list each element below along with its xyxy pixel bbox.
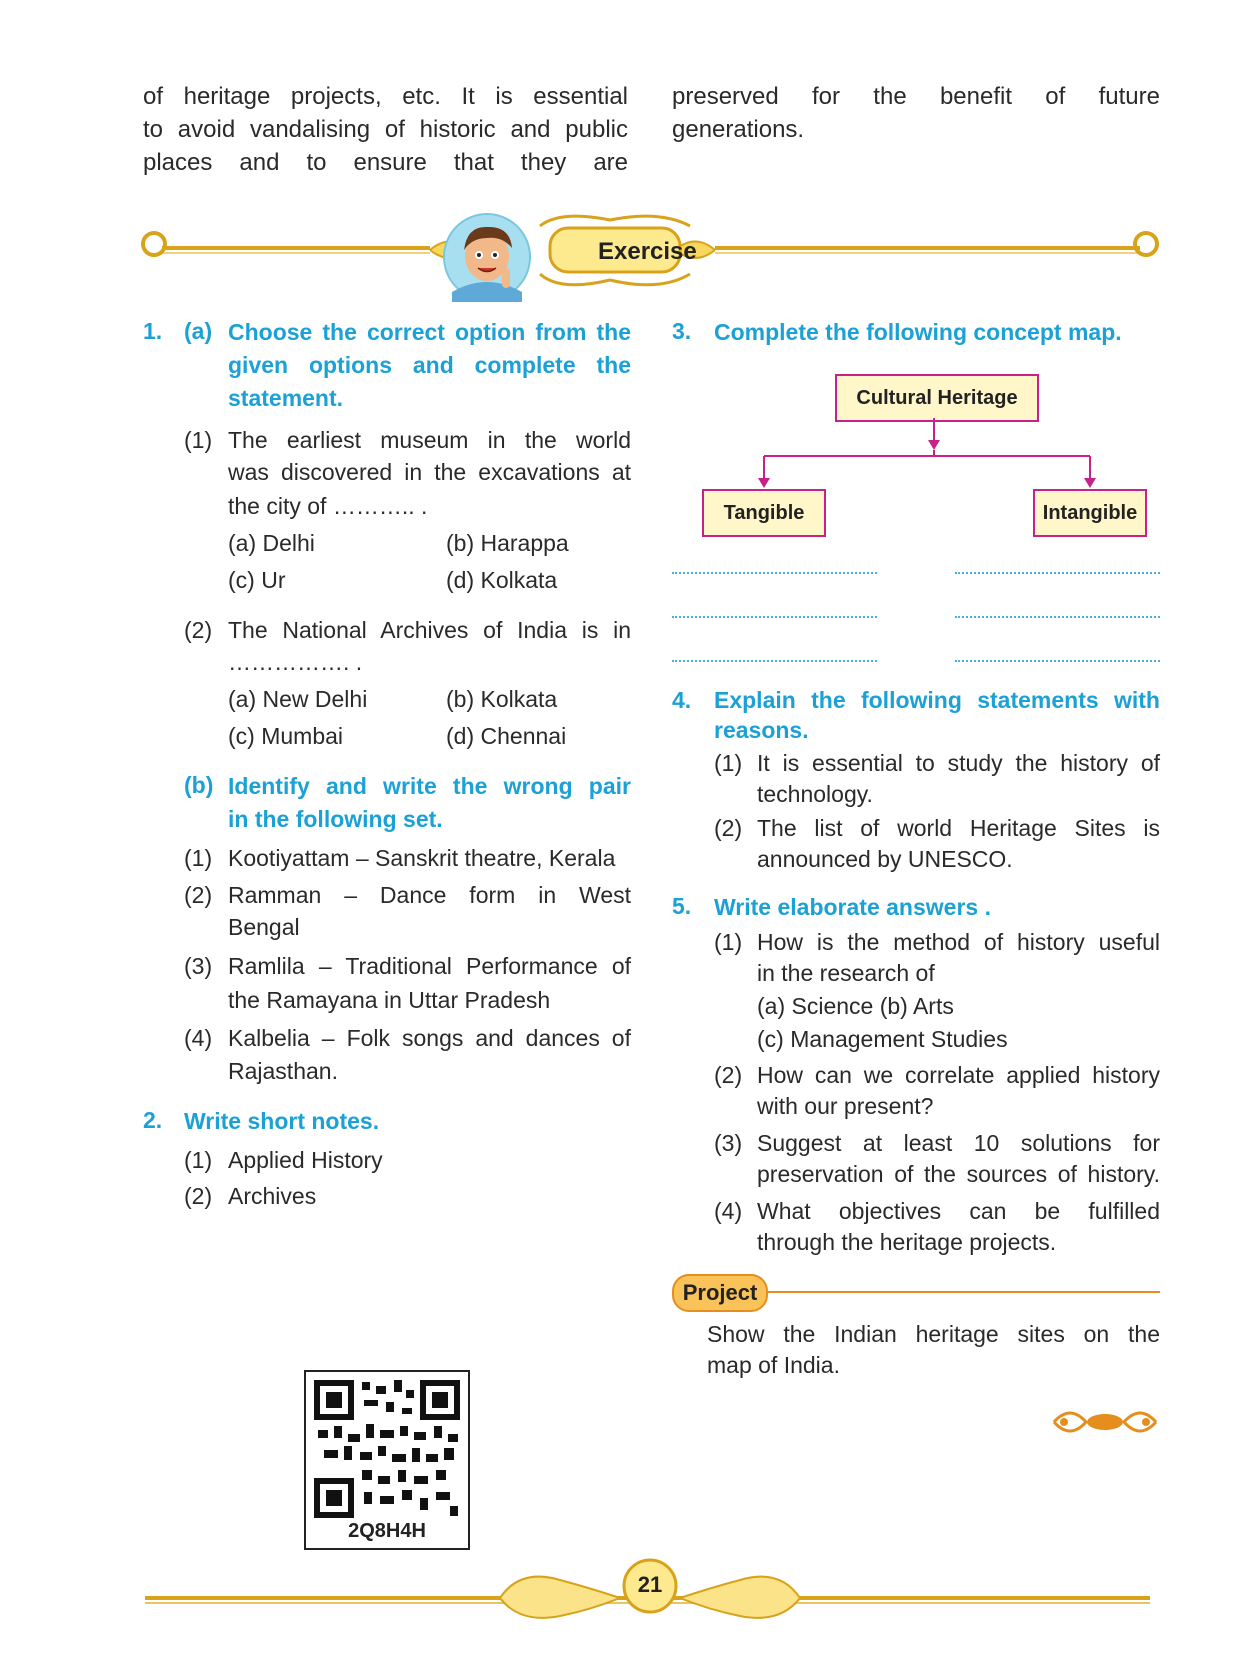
q5-item-text: preservation of the sources of history.	[757, 1161, 1160, 1187]
project-text: map of India.	[707, 1352, 840, 1378]
q1-item-text: the city of ……….. .	[228, 493, 428, 519]
q4-item-number: (2)	[714, 815, 743, 841]
answer-blank[interactable]	[672, 572, 877, 574]
page-number: 21	[637, 1572, 663, 1597]
q5-item-text: through the heritage projects.	[757, 1229, 1057, 1255]
q5-item-text: How is the method of history useful	[757, 929, 1160, 955]
q4-item-number: (1)	[714, 750, 743, 776]
q1b-item-number: (2)	[184, 882, 213, 908]
concept-tangible-box: Tangible	[702, 489, 826, 537]
boy-mascot-icon	[442, 212, 532, 302]
q5-number: 5.	[672, 893, 692, 919]
q3-number: 3.	[672, 318, 692, 344]
q1-number: 1.	[143, 318, 163, 344]
intro-line: to avoid vandalising of historic and public	[143, 116, 628, 143]
q1b-item-number: (4)	[184, 1025, 213, 1051]
q5-item-text: How can we correlate applied history	[757, 1062, 1160, 1088]
qr-pattern-icon	[314, 1380, 460, 1518]
q5-item-text: What objectives can be fulfilled	[757, 1198, 1160, 1224]
q5-item-number: (2)	[714, 1062, 743, 1088]
q1b-item-text: Ramman – Dance form in West	[228, 882, 631, 908]
option: (b) Harappa	[446, 530, 569, 556]
answer-blank[interactable]	[955, 616, 1160, 618]
q2-item-text: Applied History	[228, 1147, 383, 1173]
q5-item-text: in the research of	[757, 960, 935, 986]
q1b-item-number: (1)	[184, 845, 213, 871]
q3-heading: Complete the following concept map.	[714, 319, 1122, 345]
q2-heading: Write short notes.	[184, 1108, 380, 1134]
intro-line: generations.	[672, 116, 805, 143]
option: (d) Chennai	[446, 723, 567, 749]
option: (a) Delhi	[228, 530, 315, 556]
q1b-item-text: Ramlila – Traditional Performance of	[228, 953, 631, 979]
option: (d) Kolkata	[446, 567, 558, 593]
q1a-label: (a)	[184, 318, 213, 344]
q4-number: 4.	[672, 687, 692, 713]
intro-line: of heritage projects, etc. It is essential	[143, 83, 628, 110]
qr-code[interactable]	[304, 1370, 470, 1550]
q5-item-number: (4)	[714, 1198, 743, 1224]
q4-heading: reasons.	[714, 717, 809, 743]
q1b-heading: Identify and write the wrong pair	[228, 773, 631, 799]
q4-item-text: announced by UNESCO.	[757, 846, 1013, 872]
answer-blank[interactable]	[672, 660, 877, 662]
ornament-icon	[1050, 1404, 1160, 1440]
q1-item-text: The earliest museum in the world	[228, 427, 631, 453]
q1-item-text: The National Archives of India is in	[228, 617, 631, 643]
concept-intangible-box: Intangible	[1033, 489, 1147, 537]
answer-blank[interactable]	[955, 660, 1160, 662]
q1a-heading: statement.	[228, 385, 344, 411]
q1-item-text: ……………. .	[228, 649, 363, 675]
option: (c) Ur	[228, 567, 286, 593]
q5-sub-option: (a) Science (b) Arts	[757, 993, 954, 1019]
project-rule	[760, 1291, 1160, 1293]
q4-item-text: technology.	[757, 781, 873, 807]
q5-heading: Write elaborate answers .	[714, 894, 991, 920]
q5-item-text: Suggest at least 10 solutions for	[757, 1130, 1160, 1156]
project-text: Show the Indian heritage sites on the	[707, 1321, 1160, 1347]
answer-blank[interactable]	[672, 616, 877, 618]
q2-item-number: (1)	[184, 1147, 213, 1173]
q1b-item-number: (3)	[184, 953, 213, 979]
q2-number: 2.	[143, 1107, 163, 1133]
q2-item-number: (2)	[184, 1183, 213, 1209]
concept-root-box: Cultural Heritage	[835, 374, 1039, 422]
q5-item-number: (1)	[714, 929, 743, 955]
qr-code-text: 2Q8H4H	[348, 1520, 426, 1542]
project-badge: Project	[672, 1274, 768, 1312]
option: (a) New Delhi	[228, 686, 368, 712]
option: (c) Mumbai	[228, 723, 344, 749]
q1-item-number: (2)	[184, 617, 213, 643]
q5-item-number: (3)	[714, 1130, 743, 1156]
q4-item-text: It is essential to study the history of	[757, 750, 1160, 776]
q1b-item-text: Kootiyattam – Sanskrit theatre, Kerala	[228, 845, 616, 871]
intro-line: places and to ensure that they are	[143, 149, 628, 176]
intro-line: preserved for the benefit of future	[672, 83, 1160, 110]
q1b-item-text: Kalbelia – Folk songs and dances of	[228, 1025, 631, 1051]
q1b-heading: in the following set.	[228, 806, 443, 832]
q1-item-number: (1)	[184, 427, 213, 453]
q5-sub-option: (c) Management Studies	[757, 1026, 1008, 1052]
q1b-item-text: Bengal	[228, 914, 300, 940]
q1b-label: (b)	[184, 772, 214, 798]
q2-item-text: Archives	[228, 1183, 317, 1209]
q4-item-text: The list of world Heritage Sites is	[757, 815, 1160, 841]
answer-blank[interactable]	[955, 572, 1160, 574]
concept-map-connectors	[700, 418, 1140, 492]
q1b-item-text: the Ramayana in Uttar Pradesh	[228, 987, 551, 1013]
q5-item-text: with our present?	[757, 1093, 934, 1119]
q4-heading: Explain the following statements with	[714, 687, 1160, 713]
exercise-title: Exercise	[598, 238, 697, 265]
option: (b) Kolkata	[446, 686, 558, 712]
q1a-heading: given options and complete the	[228, 352, 631, 378]
q1b-item-text: Rajasthan.	[228, 1058, 338, 1084]
q1a-heading: Choose the correct option from the	[228, 319, 631, 345]
q1-item-text: was discovered in the excavations at	[228, 459, 631, 485]
